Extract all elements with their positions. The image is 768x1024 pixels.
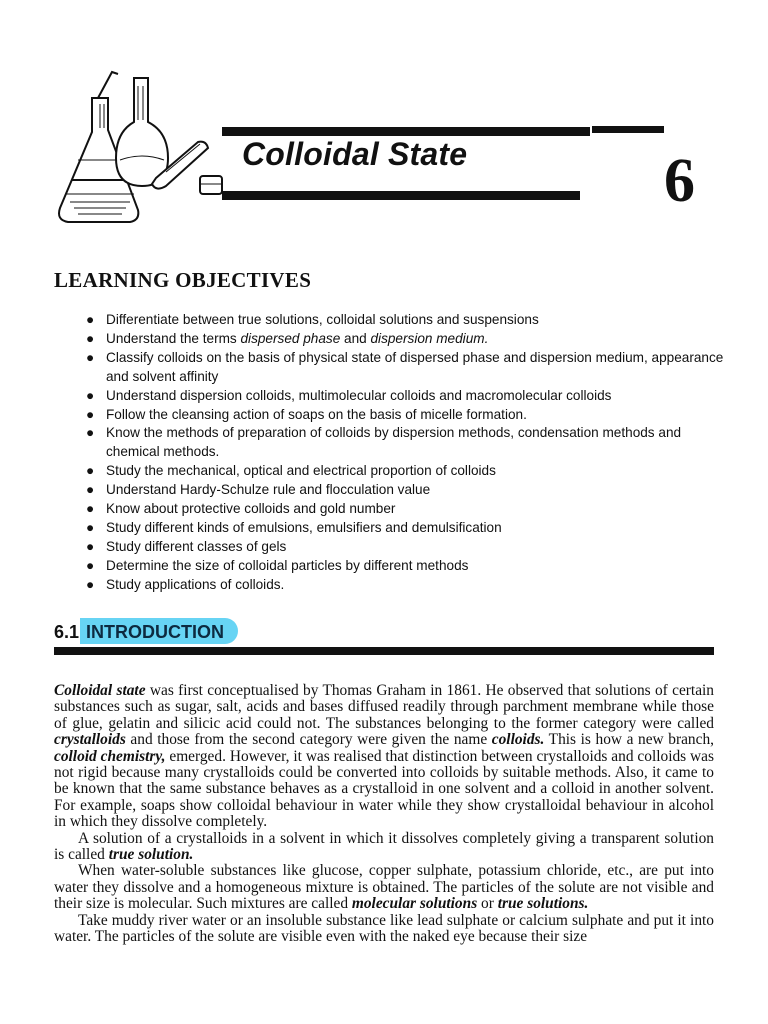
- bullet-icon: ●: [86, 576, 95, 592]
- objective-item: ● Know the methods of preparation of colloids by dispersion methods, condensation methods and chemical methods.: [86, 425, 682, 460]
- objective-item: ● Determine the size of colloidal particles by different methods: [86, 557, 726, 576]
- bullet-icon: ●: [86, 557, 95, 573]
- learning-objectives-list: [86, 311, 726, 595]
- objective-item: ● Know about protective colloids and gold number: [86, 500, 726, 519]
- objective-item: ● Classify colloids on the basis of physical state of dispersed phase and dispersion medium, appearance and solvent affinity: [86, 349, 724, 384]
- bullet-icon: ●: [86, 519, 95, 535]
- objective-item: ● Follow the cleansing action of soaps on the basis of micelle formation.: [86, 406, 726, 425]
- objective-item: ● Study different kinds of emulsions, emulsifiers and demulsification: [86, 519, 726, 538]
- section-rule: [54, 647, 714, 655]
- objective-item: ● Understand Hardy-Schulze rule and flocculation value: [86, 481, 726, 500]
- bullet-icon: ●: [86, 330, 95, 346]
- bullet-icon: ●: [86, 482, 95, 498]
- objective-item: ● Study applications of colloids.: [86, 576, 726, 595]
- paragraph: When water-soluble substances like glucose, copper sulphate, potassium chloride, etc., are put into water they dissolve and a homogeneous mixture is obtained. The particles of the solute are not visible and their size is molecular. Such mixtures are called molecular solutions or true solutions.: [54, 862, 714, 913]
- learning-objectives-heading: LEARNING OBJECTIVES: [54, 268, 312, 292]
- bullet-icon: ●: [86, 501, 95, 517]
- bullet-icon: ●: [86, 463, 95, 479]
- section-number: 6.1: [54, 622, 80, 642]
- laboratory-glassware-illustration: [50, 60, 230, 240]
- bullet-icon: ●: [86, 425, 95, 441]
- objective-item: ● Study different classes of gels: [86, 538, 726, 557]
- paragraph: Take muddy river water or an insoluble substance like lead sulphate or calcium sulphate and put it into water. The particles of the solute are visible even with the naked eye because their size: [54, 911, 714, 946]
- title-rule-bottom: [222, 191, 580, 200]
- bullet-icon: ●: [86, 349, 95, 365]
- bullet-icon: ●: [86, 538, 95, 554]
- bullet-icon: ●: [86, 387, 95, 403]
- objective-item: ● Understand the terms dispersed phase and dispersion medium.: [86, 330, 726, 349]
- objective-item: ● Differentiate between true solutions, colloidal solutions and suspensions: [86, 311, 726, 330]
- paragraph: Colloidal state was first conceptualised by Thomas Graham in 1861. He observed that solutions of certain substances such as sugar, salt, acids and bases diffused readily through parchment membrane while those of glue, gelatin and silicic acid could not. The substances belonging to the former category were called crystalloids and those from the second category were given the name colloids. This is how a new branch, colloid chemistry, emerged. However, it was realised that distinction between crystalloids and colloids was not rigid because many crystalloids could be converted into colloids by suitable methods. Also, it came to be known that the same substance behaves as a crystalloid in one solvent and a colloid in another solvent. For example, soaps show colloidal behaviour in water while they show crystalloidal behaviour in alcohol in which they dissolve completely.: [54, 682, 714, 831]
- objective-item: ● Study the mechanical, optical and electrical proportion of colloids: [86, 462, 726, 481]
- paragraph: A solution of a crystalloids in a solvent in which it dissolves completely giving a transparent solution is called true solution.: [54, 829, 714, 864]
- section-heading: [54, 618, 714, 646]
- section-title: INTRODUCTION: [80, 618, 238, 644]
- title-rule-top: [222, 127, 590, 136]
- objective-item: ● Understand dispersion colloids, multimolecular colloids and macromolecular colloids: [86, 387, 726, 406]
- body-text: [54, 683, 714, 946]
- chapter-title: Colloidal State: [242, 136, 468, 172]
- bullet-icon: ●: [86, 406, 95, 422]
- bullet-icon: ●: [86, 312, 95, 327]
- chapter-number: 6: [664, 147, 695, 215]
- title-rule-top-right: [592, 126, 664, 133]
